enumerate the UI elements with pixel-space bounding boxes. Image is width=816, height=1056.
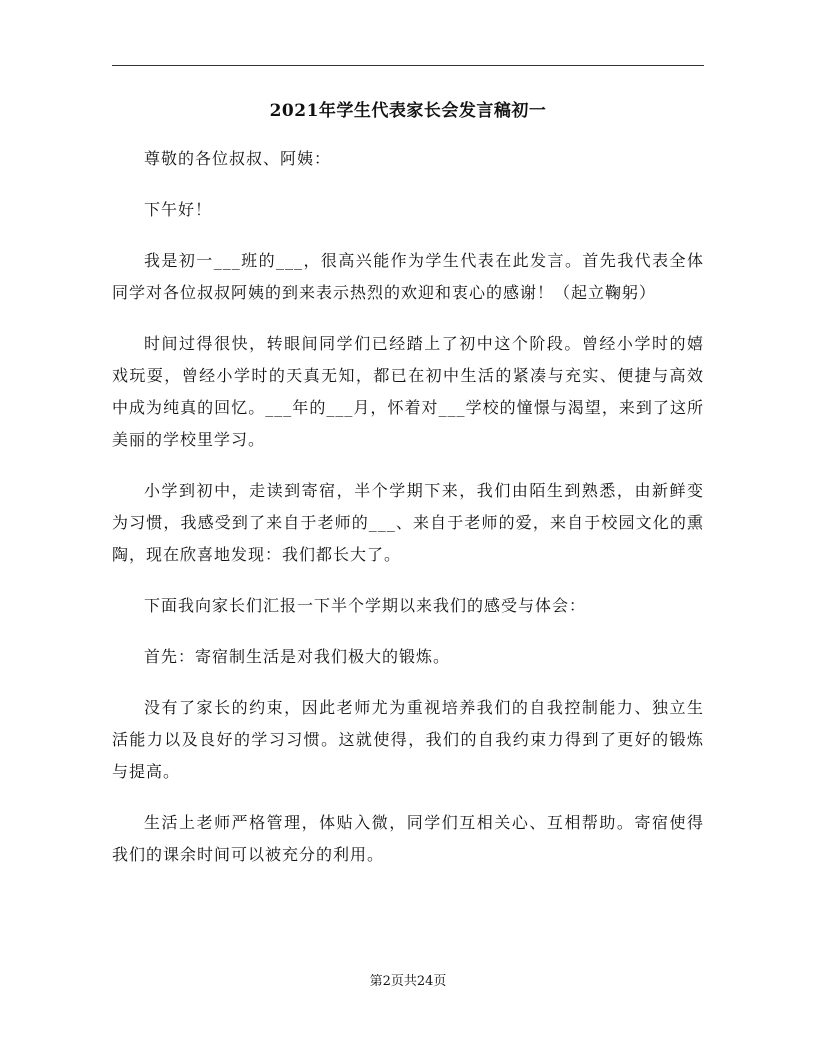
paragraph-report-intro: 下面我向家长们汇报一下半个学期以来我们的感受与体会： bbox=[144, 596, 587, 615]
paragraph-first-point: 首先：寄宿制生活是对我们极大的锻炼。 bbox=[144, 647, 451, 666]
paragraph-introduction: 我是初一___班的___，很高兴能作为学生代表在此发言。首先我代表全体同学对各位叔叔阿姨的到来表示热烈的欢迎和衷心的感谢！（起立鞠躬） bbox=[112, 251, 704, 302]
salutation: 尊敬的各位叔叔、阿姨： bbox=[144, 149, 332, 168]
document-title: 2021年学生代表家长会发言稿初一 bbox=[269, 101, 547, 121]
paragraph-time-passes: 时间过得很快，转眼间同学们已经踏上了初中这个阶段。曾经小学时的嬉戏玩耍，曾经小学时的天真无知，都已在初中生活的紧凑与充实、便捷与高效中成为纯真的回忆。___年的___月，怀着对___学校的憧憬与渴望，来到了这所美丽的学校里学习。 bbox=[112, 334, 704, 449]
paragraph-boarding-life: 生活上老师严格管理，体贴入微，同学们互相关心、互相帮助。寄宿使得我们的课余时间可以被充分的利用。 bbox=[112, 813, 704, 864]
paragraph-self-control: 没有了家长的约束，因此老师尤为重视培养我们的自我控制能力、独立生活能力以及良好的学习习惯。这就使得，我们的自我约束力得到了更好的锻炼与提高。 bbox=[112, 698, 704, 781]
paragraph-growing-up: 小学到初中，走读到寄宿，半个学期下来，我们由陌生到熟悉，由新鲜变为习惯，我感受到了来自于老师的___、来自于老师的爱，来自于校园文化的熏陶，现在欣喜地发现：我们都长大了。 bbox=[112, 481, 704, 564]
greeting: 下午好！ bbox=[144, 200, 213, 219]
page-number: 第2页共24页 bbox=[369, 974, 447, 989]
header-rule bbox=[112, 65, 704, 66]
document-body bbox=[112, 143, 704, 890]
